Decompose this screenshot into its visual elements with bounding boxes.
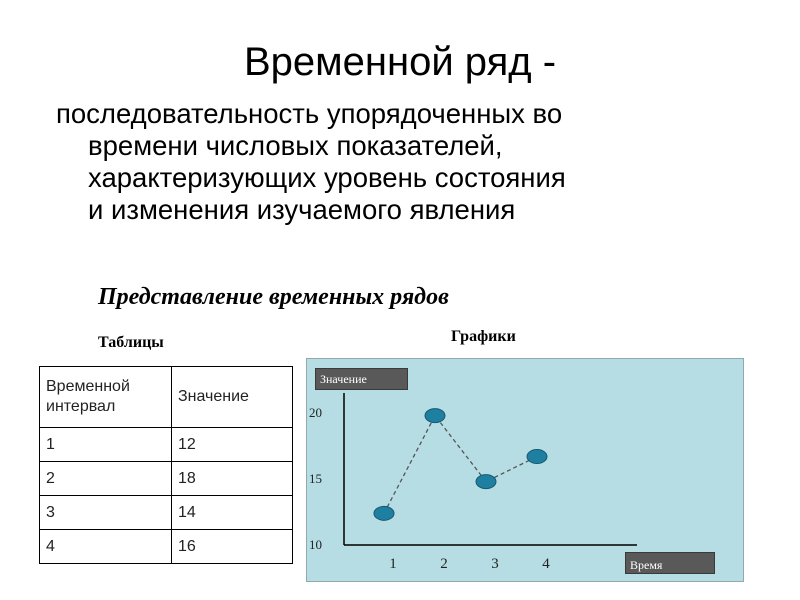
cell-value: 12 [172,428,293,462]
data-point [527,450,547,464]
y-tick-label: 10 [309,537,322,552]
x-tick-label: 2 [440,556,448,572]
time-series-chart [306,358,744,582]
slide-title: Временной ряд - [243,40,557,84]
graphs-label: Графики [451,328,516,345]
section-subtitle: Представление временных рядов [98,284,449,310]
y-tick-label: 15 [309,471,322,486]
cell-interval: 3 [40,496,172,530]
x-axis-label: Время [625,552,715,574]
table-row [40,428,293,462]
cell-value: 16 [172,530,293,564]
table-row [40,530,293,564]
x-tick-label: 4 [542,556,550,572]
cell-interval: 4 [40,530,172,564]
definition-line-1: последовательность упорядоченных во [56,98,563,129]
cell-interval: 1 [40,428,172,462]
table-header-row [40,367,293,428]
data-point [425,409,445,423]
table-row [40,462,293,496]
y-axis-label: Значение [315,368,408,390]
definition-line-2: времени числовых показателей, [88,130,503,161]
cell-value: 14 [172,496,293,530]
table-row [40,496,293,530]
y-tick-label: 20 [309,405,322,420]
series-line [384,416,537,514]
x-tick-label: 3 [491,556,499,572]
data-point [476,475,496,489]
header-value: Значение [172,367,293,428]
cell-value: 18 [172,462,293,496]
x-tick-label: 1 [389,556,397,572]
tables-label: Таблицы [98,334,164,351]
cell-interval: 2 [40,462,172,496]
definition-text [56,98,776,226]
header-interval: Временной интервал [40,367,172,428]
data-point [374,506,394,520]
chart-plot [307,359,743,581]
definition-line-4: и изменения изучаемого явления [88,194,516,225]
time-series-table [39,366,293,564]
definition-line-3: характеризующих уровень состояния [88,162,566,193]
